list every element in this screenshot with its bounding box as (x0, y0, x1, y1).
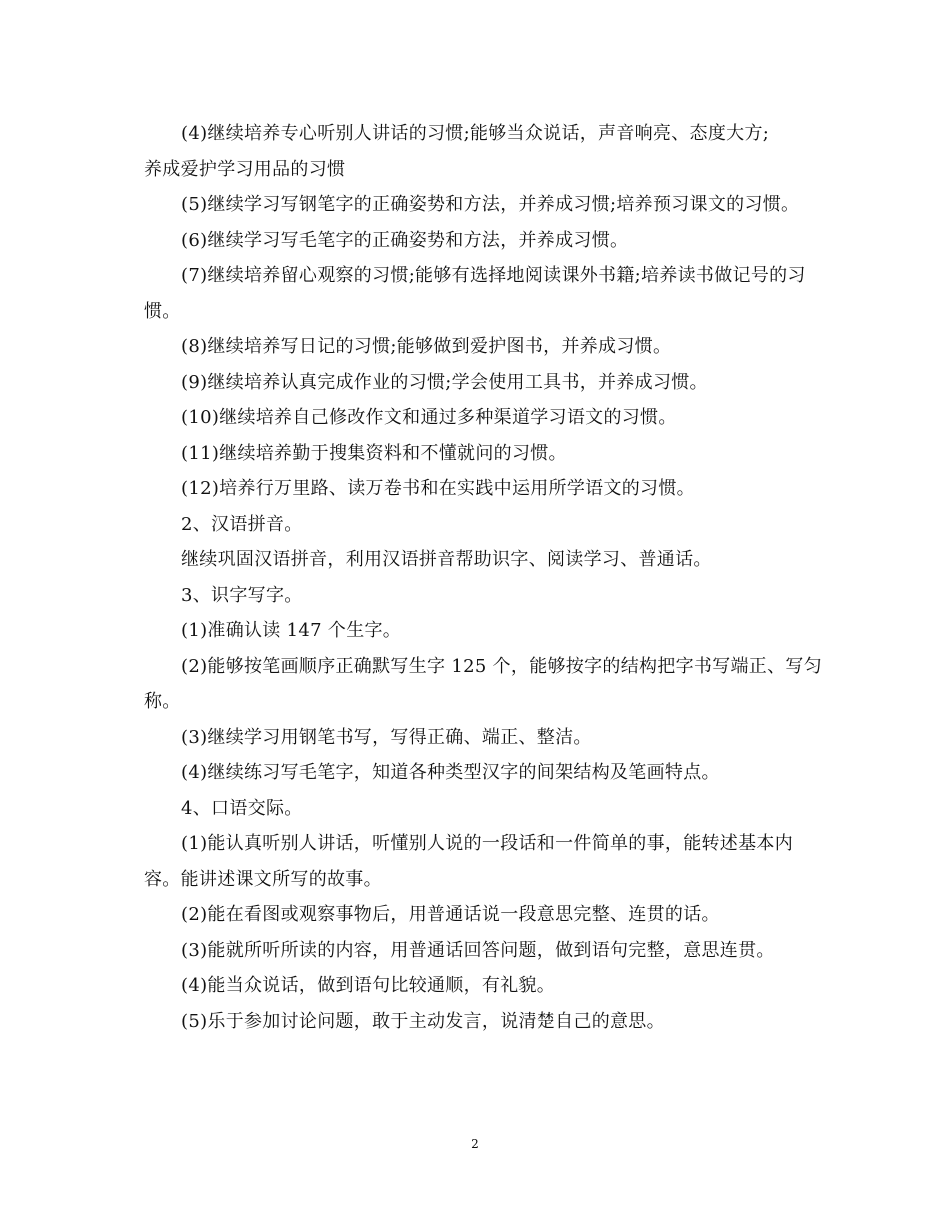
paragraph: 继续巩固汉语拼音，利用汉语拼音帮助识字、阅读学习、普通话。 (181, 549, 712, 570)
paragraph: (3)继续学习用钢笔书写，写得正确、端正、整洁。 (181, 726, 592, 748)
paragraph: (5)继续学习写钢笔字的正确姿势和方法，并养成习惯;培养预习课文的习惯。 (181, 194, 800, 215)
paragraph: (7)继续培养留心观察的习惯;能够有选择地阅读课外书籍;培养读书做记号的习惯。 (144, 265, 806, 322)
section-heading: 4、口语交际。 (181, 797, 303, 819)
paragraph: (3)能就所听所读的内容，用普通话回答问题，做到语句完整，意思连贯。 (181, 939, 775, 961)
paragraph: (9)继续培养认真完成作业的习惯;学会使用工具书，并养成习惯。 (181, 371, 708, 393)
paragraph: (11)继续培养勤于搜集资料和不懂就问的习惯。 (181, 442, 567, 464)
paragraph: (4)继续培养专心听别人讲话的习惯;能够当众说话，声音响亮、态度大方; (181, 123, 770, 144)
paragraph: (4)继续练习写毛笔字，知道各种类型汉字的间架结构及笔画特点。 (181, 762, 720, 783)
paragraph: (5)乐于参加讨论问题，敢于主动发言，说清楚自己的意思。 (181, 1010, 665, 1032)
paragraph: (12)培养行万里路、读万卷书和在实践中运用所学语文的习惯。 (181, 478, 695, 499)
paragraph: (4)能当众说话，做到语句比较通顺，有礼貌。 (181, 975, 556, 996)
paragraph: 养成爱护学习用品的习惯 (144, 158, 346, 180)
page-number: 2 (471, 1137, 479, 1151)
paragraph: (1)能认真听别人讲话，听懂别人说的一段话和一件简单的事，能转述基本内容。能讲述课文所写的故事。 (144, 833, 793, 890)
paragraph: (8)继续培养写日记的习惯;能够做到爱护图书，并养成习惯。 (181, 336, 672, 357)
section-heading: 2、汉语拼音。 (181, 513, 303, 535)
body-text (144, 116, 824, 1039)
paragraph: (6)继续学习写毛笔字的正确姿势和方法，并养成习惯。 (181, 229, 629, 251)
paragraph: (2)能在看图或观察事物后，用普通话说一段意思完整、连贯的话。 (181, 904, 720, 925)
paragraph: (2)能够按笔画顺序正确默写生字 125 个，能够按字的结构把字书写端正、写匀称。 (144, 655, 822, 712)
paragraph: (1)准确认读 147 个生字。 (181, 620, 402, 641)
paragraph: (10)继续培养自己修改作文和通过多种渠道学习语文的习惯。 (181, 407, 677, 428)
section-heading: 3、识字写字。 (181, 584, 303, 606)
